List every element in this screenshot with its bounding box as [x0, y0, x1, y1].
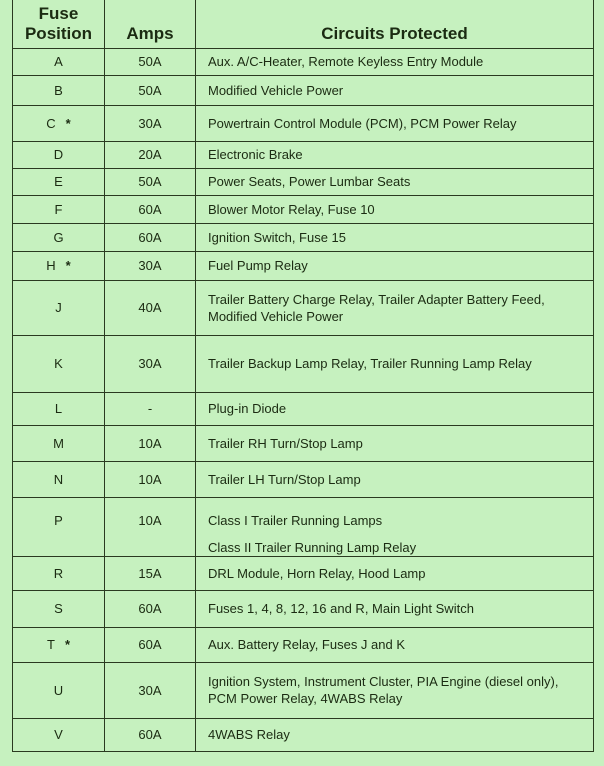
amps-cell: 40A: [105, 280, 196, 335]
fuse-position-cell: [13, 335, 105, 392]
table-row: [13, 392, 594, 425]
circuits-text: Ignition System, Instrument Cluster, PIA Engine (diesel only), PCM Power Relay, 4WABS Relay: [208, 674, 559, 706]
asterisk-marker: *: [65, 115, 71, 131]
fuse-position-cell: [13, 425, 105, 461]
fuse-position-label: F: [54, 201, 63, 217]
circuits-cell: [196, 556, 594, 590]
circuits-text: Power Seats, Power Lumbar Seats: [208, 174, 411, 189]
amps-cell: 10A: [105, 497, 196, 556]
fuse-position-label: D: [53, 147, 64, 162]
table-row: [13, 461, 594, 497]
fuse-position-label: R: [53, 565, 64, 581]
header-fuse-position-line1: Fuse: [38, 3, 79, 23]
circuits-cell: [196, 251, 594, 280]
fuse-position-label: N: [53, 471, 64, 487]
circuits-cell: [196, 75, 594, 105]
circuits-text: Aux. A/C-Heater, Remote Keyless Entry Module: [208, 54, 484, 69]
amps-cell: 10A: [105, 425, 196, 461]
table-row: [13, 627, 594, 662]
amps-cell: 60A: [105, 627, 196, 662]
circuits-text-line2: Class II Trailer Running Lamp Relay: [208, 539, 417, 555]
fuse-position-label: T: [46, 637, 55, 652]
amps-cell: 60A: [105, 223, 196, 251]
circuits-text: Powertrain Control Module (PCM), PCM Power Relay: [208, 115, 517, 131]
fuse-position-label: H: [46, 258, 56, 273]
circuits-text: Trailer RH Turn/Stop Lamp: [208, 435, 363, 451]
fuse-table: [12, 0, 594, 752]
circuits-cell: [196, 662, 594, 718]
circuits-text: Ignition Switch, Fuse 15: [208, 229, 347, 245]
table-row: [13, 48, 594, 75]
fuse-position-cell: [13, 251, 105, 280]
table-row: [13, 168, 594, 195]
circuits-text: Aux. Battery Relay, Fuses J and K: [208, 637, 406, 652]
table-row: [13, 105, 594, 141]
table-row: [13, 425, 594, 461]
circuits-text: Plug-in Diode: [208, 401, 287, 416]
circuits-cell: [196, 590, 594, 627]
circuits-cell: [196, 627, 594, 662]
header-row: [13, 0, 594, 48]
fuse-position-cell: [13, 105, 105, 141]
amps-cell: 60A: [105, 590, 196, 627]
circuits-cell: [196, 392, 594, 425]
header-amps: Amps: [105, 0, 196, 48]
asterisk-marker: *: [64, 637, 70, 652]
fuse-position-label: J: [55, 300, 62, 315]
fuse-position-cell: [13, 168, 105, 195]
table-row: [13, 662, 594, 718]
amps-cell: 30A: [105, 251, 196, 280]
fuse-position-cell: [13, 556, 105, 590]
circuits-text: Trailer Battery Charge Relay, Trailer Adapter Battery Feed, Modified Vehicle Power: [208, 291, 545, 324]
amps-cell: 15A: [105, 556, 196, 590]
circuits-text: DRL Module, Horn Relay, Hood Lamp: [208, 565, 426, 581]
amps-cell: 30A: [105, 105, 196, 141]
fuse-position-label: U: [53, 682, 64, 698]
fuse-position-label: B: [54, 82, 63, 98]
fuse-position-cell: [13, 223, 105, 251]
fuse-position-cell: [13, 662, 105, 718]
amps-cell: 30A: [105, 335, 196, 392]
fuse-position-cell: [13, 590, 105, 627]
amps-cell: 60A: [105, 195, 196, 223]
fuse-position-cell: [13, 48, 105, 75]
circuits-text: Blower Motor Relay, Fuse 10: [208, 201, 375, 217]
asterisk-marker: *: [65, 258, 71, 273]
circuits-text: 4WABS Relay: [208, 727, 290, 742]
circuits-text: Class I Trailer Running Lamps: [208, 512, 383, 528]
table-row: [13, 556, 594, 590]
fuse-position-label: P: [54, 512, 63, 528]
table-row: [13, 280, 594, 335]
amps-cell: -: [105, 392, 196, 425]
circuits-cell: [196, 280, 594, 335]
circuits-cell: [196, 195, 594, 223]
amps-cell: 50A: [105, 48, 196, 75]
fuse-position-label: G: [53, 229, 64, 245]
circuits-cell: [196, 168, 594, 195]
table-row: [13, 223, 594, 251]
circuits-cell: [196, 461, 594, 497]
fuse-position-cell: [13, 195, 105, 223]
fuse-position-cell: [13, 75, 105, 105]
fuse-position-label: M: [53, 435, 64, 451]
amps-cell: 50A: [105, 168, 196, 195]
circuits-cell: [196, 497, 594, 556]
fuse-position-cell: [13, 718, 105, 751]
table-row: [13, 141, 594, 168]
fuse-position-cell: [13, 141, 105, 168]
header-fuse-position: [13, 0, 105, 48]
circuits-text: Fuel Pump Relay: [208, 258, 308, 273]
fuse-position-label: A: [54, 54, 63, 69]
circuits-cell: [196, 48, 594, 75]
circuits-cell: [196, 141, 594, 168]
table-row: [13, 590, 594, 627]
circuits-cell: [196, 105, 594, 141]
circuits-cell: [196, 223, 594, 251]
amps-cell: 10A: [105, 461, 196, 497]
amps-cell: 20A: [105, 141, 196, 168]
amps-cell: 30A: [105, 662, 196, 718]
circuits-text: Trailer Backup Lamp Relay, Trailer Running Lamp Relay: [208, 356, 532, 371]
header-circuits-protected: Circuits Protected: [196, 0, 594, 48]
circuits-text: Trailer LH Turn/Stop Lamp: [208, 471, 361, 487]
header-fuse-position-line2: Position: [24, 23, 93, 43]
amps-cell: 60A: [105, 718, 196, 751]
fuse-position-label: C: [46, 115, 56, 131]
table-row: [13, 195, 594, 223]
fuse-position-cell: [13, 627, 105, 662]
circuits-text: Fuses 1, 4, 8, 12, 16 and R, Main Light Switch: [208, 601, 474, 616]
fuse-position-label: V: [54, 727, 63, 742]
table-row: [13, 75, 594, 105]
circuits-cell: [196, 425, 594, 461]
circuits-text: Modified Vehicle Power: [208, 82, 344, 98]
table-row: [13, 497, 594, 556]
fuse-position-label: E: [54, 174, 63, 189]
fuse-position-label: L: [54, 401, 63, 416]
fuse-position-cell: [13, 392, 105, 425]
circuits-text: Electronic Brake: [208, 147, 303, 162]
fuse-position-cell: [13, 280, 105, 335]
circuits-cell: [196, 335, 594, 392]
table-row: [13, 335, 594, 392]
fuse-position-label: K: [54, 356, 63, 371]
fuse-position-cell: [13, 461, 105, 497]
fuse-position-label: S: [54, 601, 63, 616]
table-row: [13, 251, 594, 280]
circuits-cell: [196, 718, 594, 751]
table-row: [13, 718, 594, 751]
amps-cell: 50A: [105, 75, 196, 105]
fuse-position-cell: [13, 497, 105, 556]
